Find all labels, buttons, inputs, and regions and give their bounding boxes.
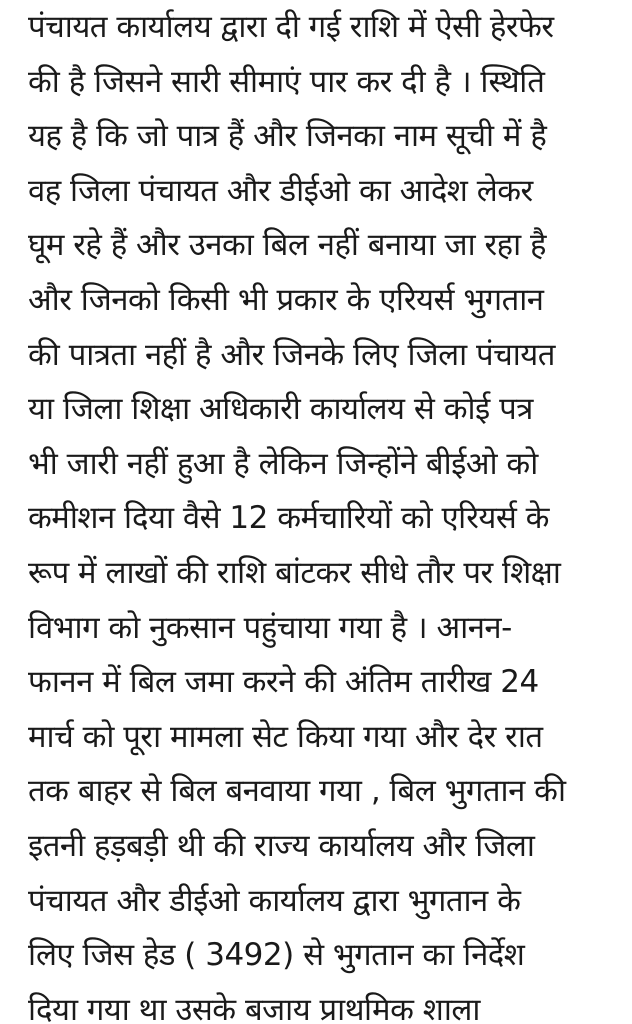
article-line: वह जिला पंचायत और डीईओ का आदेश लेकर xyxy=(28,172,533,209)
article-body xyxy=(28,0,628,1024)
article-line: दिया गया था उसके बजाय प्राथमिक शाला xyxy=(28,991,480,1024)
article-line: रूप में लाखों की राशि बांटकर सीधे तौर पर शिक्षा xyxy=(28,554,561,591)
article-line: यह है कि जो पात्र हैं और जिनका नाम सूची में है xyxy=(28,118,547,155)
article-line: लिए जिस हेड ( 3492) से भुगतान का निर्देश xyxy=(28,937,525,974)
article-line: मार्च को पूरा मामला सेट किया गया और देर रात xyxy=(28,718,543,755)
article-line: पंचायत और डीईओ कार्यालय द्वारा भुगतान के xyxy=(28,882,521,919)
article-line: विभाग को नुकसान पहुंचाया गया है । आनन- xyxy=(28,609,512,646)
article-line: फानन में बिल जमा करने की अंतिम तारीख 24 xyxy=(28,664,539,701)
article-line: पंचायत कार्यालय द्वारा दी गई राशि में ऐसी हेरफेर xyxy=(28,9,554,45)
article-line: और जिनको किसी भी प्रकार के एरियर्स भुगतान xyxy=(28,281,544,318)
article-line: तक बाहर से बिल बनवाया गया , बिल भुगतान की xyxy=(28,773,566,810)
article-line: कमीशन दिया वैसे 12 कर्मचारियों को एरियर्स के xyxy=(28,500,549,537)
article-line: या जिला शिक्षा अधिकारी कार्यालय से कोई पत्र xyxy=(28,391,533,428)
article-line: इतनी हड़बड़ी थी की राज्य कार्यालय और जिला xyxy=(28,827,535,864)
article-line: की है जिसने सारी सीमाएं पार कर दी है । स्थिति xyxy=(28,63,545,100)
article-line: की पात्रता नहीं है और जिनके लिए जिला पंचायत xyxy=(28,336,555,373)
article-line: भी जारी नहीं हुआ है लेकिन जिन्होंने बीईओ को xyxy=(28,445,538,482)
article-line: घूम रहे हैं और उनका बिल नहीं बनाया जा रहा है xyxy=(28,227,546,264)
